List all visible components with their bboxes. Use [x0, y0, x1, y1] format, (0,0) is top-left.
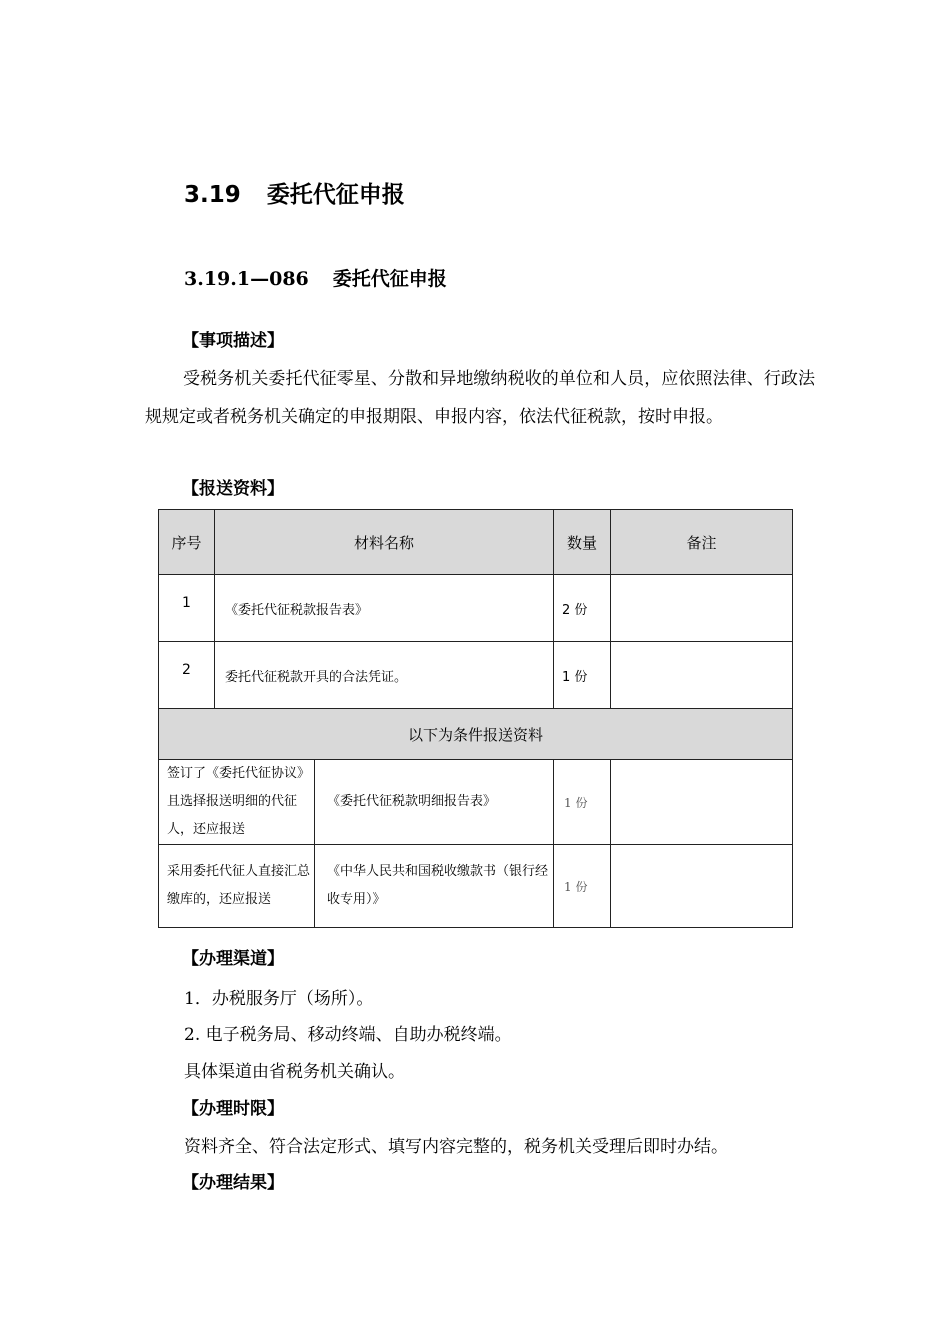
description-text: 受税务机关委托代征零星、分散和异地缴纳税收的单位和人员，应依照法律、行政法规规定或者税务机关确定的申报期限、申报内容，依法代征税款，按时申报。 — [145, 369, 815, 427]
section-number: 3.19 — [184, 182, 241, 208]
subsection-number: 3.19.1—086 — [184, 268, 309, 290]
row-name: 《委托代征税款报告表》 — [215, 575, 554, 642]
row-note — [611, 575, 793, 642]
row-name: 《中华人民共和国税收缴款书（银行经收专用）》 — [315, 845, 554, 928]
row-condition: 采用委托代征人直接汇总缴库的，还应报送 — [159, 845, 315, 928]
result-label: 【办理结果】 — [182, 1173, 284, 1193]
row-note — [611, 642, 793, 709]
materials-table — [158, 509, 793, 928]
row-quantity: 1 份 — [554, 845, 611, 928]
table-row — [159, 760, 793, 845]
table-row — [159, 845, 793, 928]
section-title: 委托代征申报 — [266, 182, 405, 208]
table-header-row — [159, 510, 793, 575]
row-name: 《委托代征税款明细报告表》 — [315, 760, 554, 845]
header-index: 序号 — [159, 510, 215, 575]
channel-item: 1．办税服务厅（场所）。 — [184, 989, 374, 1009]
row-quantity: 1 份 — [554, 642, 611, 709]
materials-label: 【报送资料】 — [182, 479, 284, 499]
subsection-title: 委托代征申报 — [332, 268, 447, 290]
row-quantity: 2 份 — [554, 575, 611, 642]
table-row — [159, 575, 793, 642]
table-row — [159, 642, 793, 709]
conditional-band-row — [159, 709, 793, 760]
subsection-heading — [184, 264, 447, 291]
header-note: 备注 — [611, 510, 793, 575]
header-name: 材料名称 — [215, 510, 554, 575]
row-index: 1 — [159, 575, 215, 642]
header-quantity: 数量 — [554, 510, 611, 575]
section-heading — [184, 176, 405, 209]
row-name: 委托代征税款开具的合法凭证。 — [215, 642, 554, 709]
description-label: 【事项描述】 — [182, 331, 284, 351]
time-limit-text: 资料齐全、符合法定形式、填写内容完整的，税务机关受理后即时办结。 — [184, 1137, 728, 1157]
row-condition: 签订了《委托代征协议》且选择报送明细的代征人，还应报送 — [159, 760, 315, 845]
conditional-header: 以下为条件报送资料 — [159, 709, 793, 760]
time-limit-label: 【办理时限】 — [182, 1099, 284, 1119]
channel-item: 2. 电子税务局、移动终端、自助办税终端。 — [184, 1025, 512, 1045]
channel-note: 具体渠道由省税务机关确认。 — [184, 1062, 405, 1082]
row-quantity: 1 份 — [554, 760, 611, 845]
row-note — [611, 760, 793, 845]
row-index: 2 — [159, 642, 215, 709]
row-note — [611, 845, 793, 928]
channels-label: 【办理渠道】 — [182, 949, 284, 969]
